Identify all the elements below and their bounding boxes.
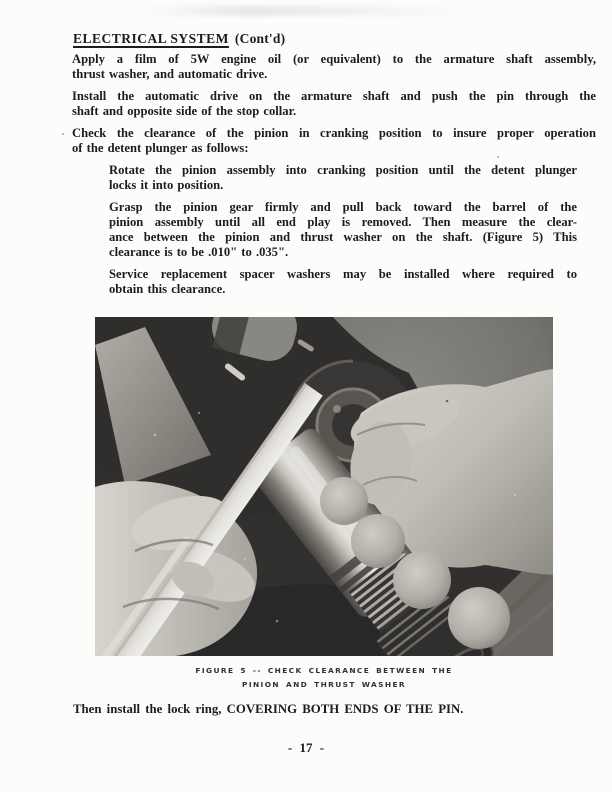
caption-line: FIGURE 5 -- CHECK CLEARANCE BETWEEN THE bbox=[195, 666, 453, 675]
paragraph-install-drive bbox=[72, 89, 596, 119]
caption-line: PINION AND THRUST WASHER bbox=[242, 680, 406, 689]
body-text bbox=[72, 52, 596, 304]
section-heading bbox=[73, 31, 285, 47]
paragraph-spacer-washers bbox=[109, 267, 577, 297]
figure-5-photo bbox=[95, 317, 553, 656]
text-line: Install the automatic drive on the armature shaft and push the pin through the bbox=[72, 89, 596, 103]
scan-artifact bbox=[140, 6, 470, 16]
page-number: - 17 - bbox=[287, 740, 325, 755]
text-line: pinion assembly until all end play is removed. Then measure the clear- bbox=[109, 215, 577, 229]
text-line: obtain this clearance. bbox=[109, 282, 226, 296]
text-line: Grasp the pinion gear firmly and pull back toward the barrel of the bbox=[109, 200, 577, 214]
paragraph-grasp-pinion bbox=[109, 200, 577, 260]
text-line: of the detent plunger as follows: bbox=[72, 141, 249, 155]
text-line: clearance is to be .010" to .035". bbox=[109, 245, 289, 259]
text-line: Rotate the pinion assembly into cranking position until the detent plunger bbox=[109, 163, 577, 177]
figure-5-caption bbox=[95, 666, 553, 694]
text-line: locks it into position. bbox=[109, 178, 224, 192]
text-line: Check the clearance of the pinion in cranking position to insure proper operation bbox=[72, 126, 596, 140]
text-line: Apply a film of 5W engine oil (or equivalent) to the armature shaft assembly, bbox=[72, 52, 596, 66]
text-line: thrust washer, and automatic drive. bbox=[72, 67, 268, 81]
paragraph-rotate-pinion bbox=[109, 163, 577, 193]
figure-5 bbox=[95, 317, 553, 656]
section-heading-contd: (Cont'd) bbox=[234, 31, 286, 46]
scan-artifact bbox=[62, 133, 64, 135]
paragraph-apply-oil bbox=[72, 52, 596, 82]
text-line: ance between the pinion and thrust washer on the shaft. (Figure 5) This bbox=[109, 230, 577, 244]
paragraph-check-clearance bbox=[72, 126, 596, 156]
text-line: Service replacement spacer washers may be installed where required to bbox=[109, 267, 577, 281]
text-line: shaft and opposite side of the stop collar. bbox=[72, 104, 297, 118]
closing-instruction: Then install the lock ring, COVERING BOTH ENDS OF THE PIN. bbox=[73, 702, 464, 716]
section-heading-text: ELECTRICAL SYSTEM bbox=[73, 31, 229, 46]
